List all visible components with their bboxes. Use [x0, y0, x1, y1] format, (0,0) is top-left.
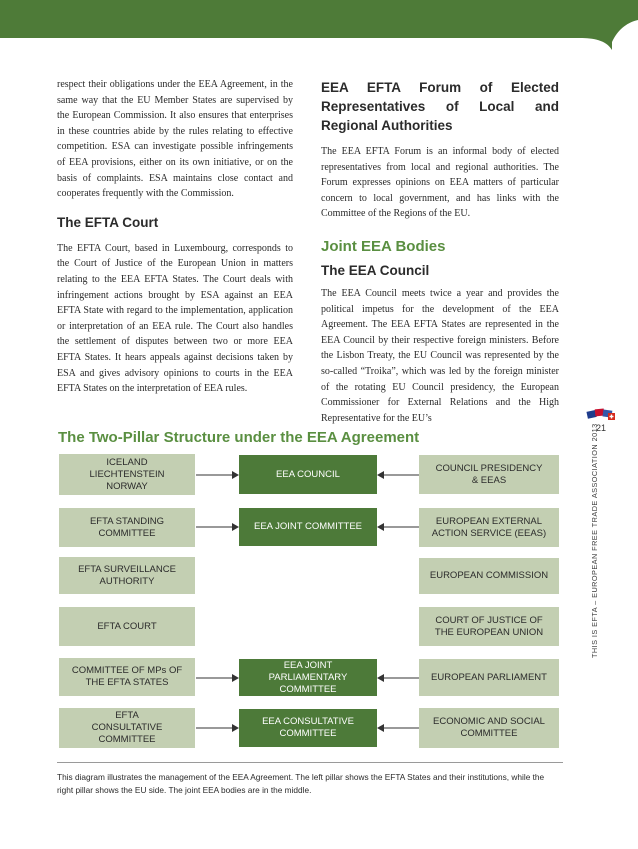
box-eea-council: EEA COUNCIL	[239, 455, 377, 494]
box-efta-surveillance-authority: EFTA SURVEILLANCE AUTHORITY	[59, 557, 195, 594]
box-efta-court: EFTA COURT	[59, 607, 195, 646]
efta-flags-icon	[586, 408, 616, 422]
eea-council-paragraph: The EEA Council meets twice a year and provides the political impetus for the development of the EEA Agreement. The EEA EFTA States are represented in the EEA Council by their respective foreign ministers. Before the Lisbon Treaty, the EU Council was represented by the so-called “Troika”, which was led by the foreign minister of the rotating EU Council presidency, the European Commissioner for External Relations and the High Representative for the EU’s	[321, 287, 559, 424]
forum-heading: EEA EFTA Forum of Elected Representatives of Local and Regional Authorities	[321, 80, 559, 133]
eea-council-heading: The EEA Council	[321, 262, 430, 278]
page-number: 21	[596, 423, 607, 433]
sidebar-running-title: THIS IS EFTA – EUROPEAN FREE TRADE ASSOCIATION 2013	[590, 423, 599, 658]
box-eea-joint-parliamentary-committee: EEA JOINT PARLIAMENTARY COMMITTEE	[239, 659, 377, 696]
efta-court-paragraph: The EFTA Court, based in Luxembourg, corresponds to the Court of Justice of the European Union in matters relating to the EEA EFTA States. The Court deals with infringement actions brought by ESA against an EEA EFTA State with regard to the implementation, application or interpretation of an EEA rule. The Court also handles the settlement of disputes between two or more EEA EFTA States. It hears appeals against decisions taken by ESA and gives advisory opinions to courts in the EEA EFTA States on the interpretation of EEA rules.	[57, 242, 293, 395]
box-european-commission: EUROPEAN COMMISSION	[419, 558, 559, 594]
arrow-right-icon	[196, 723, 239, 733]
arrow-left-icon	[377, 723, 419, 733]
box-eea-consultative-committee: EEA CONSULTATIVE COMMITTEE	[239, 709, 377, 747]
caption-divider	[57, 762, 563, 763]
arrow-right-icon	[196, 470, 239, 480]
arrow-left-icon	[377, 470, 419, 480]
box-court-of-justice: COURT OF JUSTICE OF THE EUROPEAN UNION	[419, 607, 559, 646]
forum-paragraph: The EEA EFTA Forum is an informal body of elected representatives from local and regional authorities. The Forum expresses opinions on EEA matters of particular concern to local government, and has links with the Committee of the Regions of the EU.	[321, 146, 559, 220]
box-council-presidency: COUNCIL PRESIDENCY & EEAS	[419, 455, 559, 494]
header-band	[0, 0, 638, 50]
esa-paragraph: respect their obligations under the EEA Agreement, in the same way that the EU Member States are supervised by the European Commission. It also ensures that enterprises in these countries abide by the rules relating to effective competition. ESA can investigate possible infringements of EEA provisions, either on its own initiative, or on the basis of complaints. ESA maintains close contact and cooperates frequently with the Commission.	[57, 79, 293, 200]
arrow-right-icon	[196, 673, 239, 683]
box-european-external-action-service: EUROPEAN EXTERNAL ACTION SERVICE (EEAS)	[419, 508, 559, 547]
right-column	[321, 78, 559, 426]
joint-eea-bodies-heading: Joint EEA Bodies	[321, 237, 446, 255]
box-economic-and-social-committee: ECONOMIC AND SOCIAL COMMITTEE	[419, 708, 559, 748]
left-column	[57, 77, 293, 397]
box-iceland-liechtenstein-norway: ICELAND LIECHTENSTEIN NORWAY	[59, 454, 195, 495]
box-committee-of-mps: COMMITTEE OF MPs OF THE EFTA STATES	[59, 658, 195, 696]
diagram-title: The Two-Pillar Structure under the EEA Agreement	[58, 429, 420, 446]
box-efta-consultative-committee: EFTA CONSULTATIVE COMMITTEE	[59, 708, 195, 748]
arrow-right-icon	[196, 522, 239, 532]
arrow-left-icon	[377, 522, 419, 532]
arrow-left-icon	[377, 673, 419, 683]
diagram-caption: This diagram illustrates the management of the EEA Agreement. The left pillar shows the EFTA States and their institutions, while the right pillar shows the EU side. The joint EEA bodies are in the middle.	[57, 772, 545, 795]
box-efta-standing-committee: EFTA STANDING COMMITTEE	[59, 508, 195, 547]
box-european-parliament: EUROPEAN PARLIAMENT	[419, 659, 559, 696]
efta-court-heading: The EFTA Court	[57, 214, 159, 230]
box-eea-joint-committee: EEA JOINT COMMITTEE	[239, 508, 377, 546]
